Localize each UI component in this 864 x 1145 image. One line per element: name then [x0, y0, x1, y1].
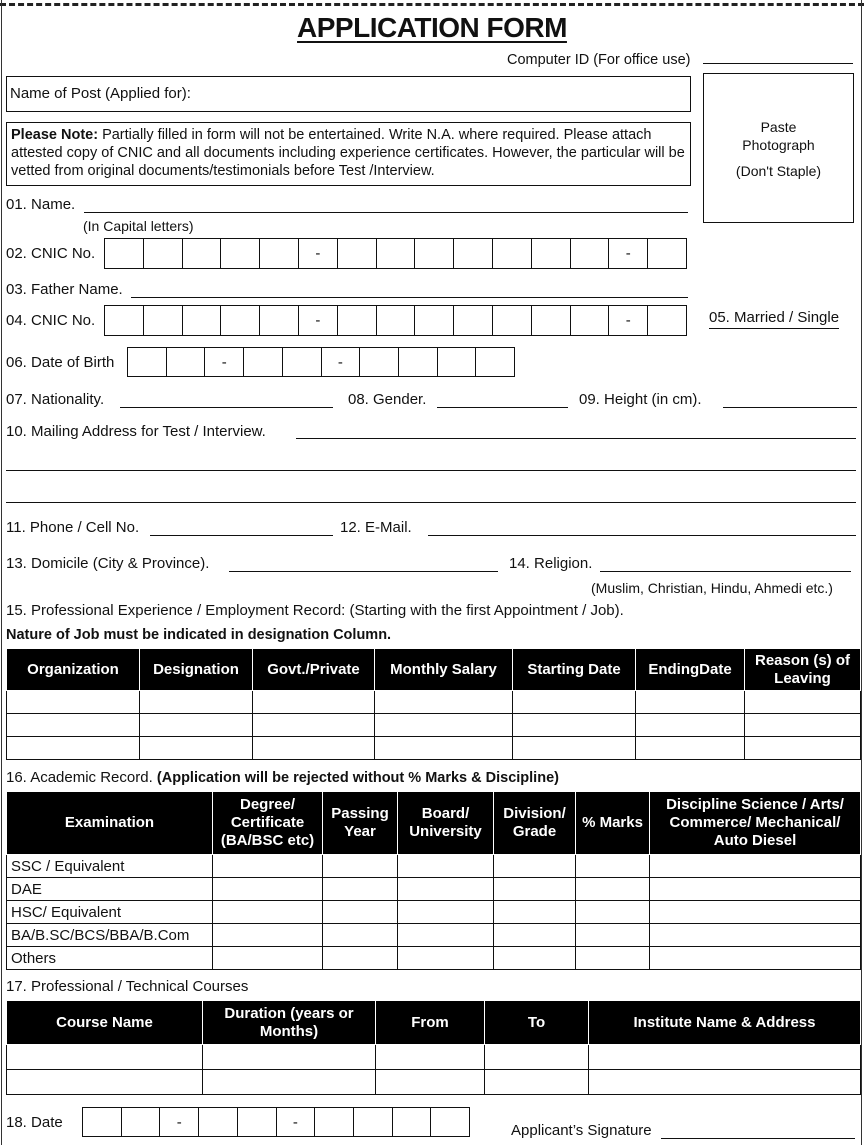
name-field[interactable]	[84, 212, 688, 213]
photo-box[interactable]	[703, 73, 854, 223]
nationality-field[interactable]	[120, 407, 333, 408]
computer-id-field[interactable]	[703, 63, 853, 64]
name-label: 01. Name.	[6, 196, 76, 213]
date-label: 18. Date	[6, 1114, 63, 1131]
religion-hint: (Muslim, Christian, Hindu, Ahmedi etc.)	[591, 580, 833, 596]
exam-name: BA/B.SC/BCS/BBA/B.Com	[7, 924, 213, 947]
note-bold: Please Note:	[11, 127, 99, 143]
address-field-3[interactable]	[6, 502, 856, 503]
exp-header: EndingDate	[636, 649, 745, 691]
gender-field[interactable]	[437, 407, 568, 408]
acad-header: Discipline Science / Arts/ Commerce/ Mechanical/ Auto Diesel	[650, 792, 861, 855]
note-text: Partially filled in form will not be entertained. Write N.A. where required. Please attach attested copy of CNIC and all documents including experience certificates. However, the particular will be vetted from original documents/testimonials before Test /Interview.	[11, 127, 685, 179]
academic-title: 16. Academic Record.	[6, 769, 153, 786]
table-row	[7, 714, 861, 737]
cnic-dash: -	[299, 239, 338, 268]
address-label: 10. Mailing Address for Test / Interview.	[6, 423, 266, 440]
dob-label: 06. Date of Birth	[6, 354, 115, 371]
address-field-1[interactable]	[296, 438, 856, 439]
academic-label	[6, 769, 559, 787]
exam-name: SSC / Equivalent	[7, 855, 213, 878]
marital-status[interactable]: 05. Married / Single	[709, 309, 839, 329]
courses-label: 17. Professional / Technical Courses	[6, 978, 249, 995]
exp-header: Organization	[7, 649, 140, 691]
table-row	[7, 1045, 861, 1070]
cnic-dash: -	[609, 306, 648, 335]
top-cut-line	[0, 3, 864, 6]
table-row	[7, 947, 861, 970]
frame-right	[861, 0, 862, 1145]
exp-header: Designation	[140, 649, 253, 691]
photo-line-2: Photograph	[742, 137, 815, 153]
email-label: 12. E-Mail.	[340, 519, 412, 536]
acad-header: Passing Year	[323, 792, 398, 855]
acad-header: Degree/ Certificate (BA/BSC etc)	[213, 792, 323, 855]
table-row	[7, 878, 861, 901]
form-title: APPLICATION FORM	[297, 12, 567, 43]
table-row	[7, 924, 861, 947]
table-row	[7, 901, 861, 924]
domicile-label: 13. Domicile (City & Province).	[6, 555, 210, 572]
frame-left	[1, 0, 2, 1145]
table-row	[7, 737, 861, 760]
course-header: From	[376, 1001, 485, 1045]
exp-header: Starting Date	[513, 649, 636, 691]
phone-field[interactable]	[150, 535, 333, 536]
course-header: Duration (years or Months)	[203, 1001, 376, 1045]
domicile-field[interactable]	[229, 571, 498, 572]
course-header: Institute Name & Address	[589, 1001, 861, 1045]
table-row	[7, 691, 861, 714]
post-label: Name of Post (Applied for):	[10, 85, 191, 102]
dob-dash: -	[322, 348, 361, 376]
photo-line-3: (Don't Staple)	[735, 163, 822, 179]
exam-name: HSC/ Equivalent	[7, 901, 213, 924]
course-header: To	[485, 1001, 589, 1045]
cnic-dash: -	[299, 306, 338, 335]
experience-table	[6, 648, 861, 760]
photo-line-1: Paste	[760, 119, 797, 135]
father-field[interactable]	[131, 297, 688, 298]
cnic2-label: 04. CNIC No.	[6, 312, 96, 329]
dob-dash: -	[205, 348, 244, 376]
email-field[interactable]	[428, 535, 856, 536]
acad-header: % Marks	[576, 792, 650, 855]
please-note-box	[6, 122, 691, 186]
table-row	[7, 855, 861, 878]
acad-header: Examination	[7, 792, 213, 855]
cnic2-field[interactable]	[104, 305, 687, 336]
experience-note: Nature of Job must be indicated in designation Column.	[6, 627, 392, 643]
cnic1-label: 02. CNIC No.	[6, 245, 96, 262]
acad-header: Board/ University	[398, 792, 494, 855]
courses-table	[6, 1000, 861, 1095]
computer-id-label: Computer ID (For office use)	[507, 52, 691, 68]
name-hint: (In Capital letters)	[83, 218, 194, 234]
academic-note: (Application will be rejected without % Marks & Discipline)	[156, 770, 559, 786]
experience-label: 15. Professional Experience / Employment Record: (Starting with the first Appointment / Job).	[6, 602, 624, 619]
date-dash: -	[160, 1108, 199, 1136]
date-dash: -	[277, 1108, 316, 1136]
exp-header: Reason (s) of Leaving	[745, 649, 861, 691]
signature-field[interactable]	[661, 1138, 855, 1139]
gender-label: 08. Gender.	[348, 391, 427, 408]
exp-header: Monthly Salary	[375, 649, 513, 691]
height-label: 09. Height (in cm).	[579, 391, 702, 408]
exam-name: Others	[7, 947, 213, 970]
academic-table	[6, 791, 861, 970]
exp-header: Govt./Private	[253, 649, 375, 691]
height-field[interactable]	[723, 407, 857, 408]
father-label: 03. Father Name.	[6, 281, 123, 298]
acad-header: Division/ Grade	[494, 792, 576, 855]
signature-label: Applicant’s Signature	[511, 1122, 652, 1139]
course-header: Course Name	[7, 1001, 203, 1045]
phone-label: 11. Phone / Cell No.	[6, 519, 140, 536]
nationality-label: 07. Nationality.	[6, 391, 105, 408]
religion-field[interactable]	[600, 571, 851, 572]
address-field-2[interactable]	[6, 470, 856, 471]
post-applied-field[interactable]	[6, 76, 691, 112]
table-row	[7, 1070, 861, 1095]
cnic-dash: -	[609, 239, 648, 268]
dob-field[interactable]	[127, 347, 515, 377]
exam-name: DAE	[7, 878, 213, 901]
religion-label: 14. Religion.	[509, 555, 593, 572]
date-field[interactable]	[82, 1107, 470, 1137]
cnic1-field[interactable]	[104, 238, 687, 269]
